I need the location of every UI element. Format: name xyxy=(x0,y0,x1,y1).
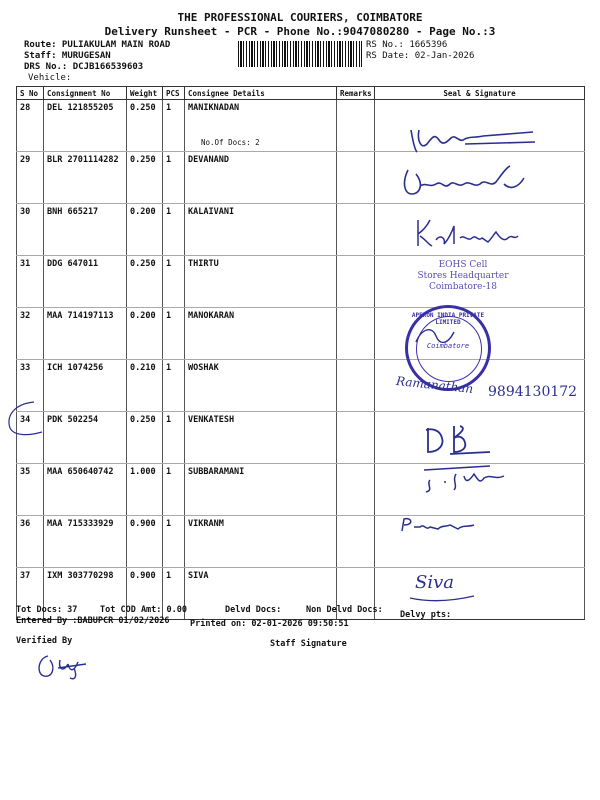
col-signature: Seal & Signature xyxy=(375,87,585,100)
cell-remarks xyxy=(337,412,375,464)
cell-consignee: VIKRANM xyxy=(185,516,337,568)
col-consignee: Consignee Details xyxy=(185,87,337,100)
signature-row-30 xyxy=(410,212,530,252)
margin-scribble xyxy=(4,396,54,438)
cell-sno: 28 xyxy=(17,100,44,152)
cell-remarks xyxy=(337,516,375,568)
cell-pcs: 1 xyxy=(163,464,185,516)
cell-weight: 0.900 xyxy=(127,568,163,620)
total-cod-amount: Tot COD Amt: 0.00 xyxy=(100,605,187,615)
stamp-line-2: Stores Headquarter xyxy=(417,271,509,281)
table-row xyxy=(17,516,585,568)
cell-remarks xyxy=(337,308,375,360)
cell-consignment: IXM 303770298 xyxy=(44,568,127,620)
verified-by-label: Verified By xyxy=(16,636,73,646)
cell-remarks xyxy=(337,204,375,256)
cell-pcs: 1 xyxy=(163,256,185,308)
signature-row-36 xyxy=(398,513,488,537)
cell-consignee: SIVA xyxy=(185,568,337,620)
rs-date: RS Date: 02-Jan-2026 xyxy=(366,51,475,61)
col-remarks: Remarks xyxy=(337,87,375,100)
signature-row-34 xyxy=(420,422,500,458)
cell-pcs: 1 xyxy=(163,568,185,620)
seal-scribble xyxy=(412,322,462,352)
cell-consignment: MAA 714197113 xyxy=(44,308,127,360)
signature-row-28 xyxy=(405,116,545,158)
table-row xyxy=(17,308,585,360)
stamp-line-1: EOHS Cell xyxy=(438,260,488,270)
cell-pcs: 1 xyxy=(163,412,185,464)
cell-weight: 0.200 xyxy=(127,308,163,360)
cell-consignee xyxy=(185,100,337,152)
office-stamp xyxy=(408,260,518,293)
cell-consignee: VENKATESH xyxy=(185,412,337,464)
cell-remarks xyxy=(337,152,375,204)
cell-consignment: MAA 650640742 xyxy=(44,464,127,516)
cell-remarks xyxy=(337,464,375,516)
cell-pcs: 1 xyxy=(163,204,185,256)
cell-pcs: 1 xyxy=(163,152,185,204)
company-title: THE PROFESSIONAL COURIERS, COIMBATORE xyxy=(177,11,423,24)
cell-consignment: DDG 647011 xyxy=(44,256,127,308)
cell-sno: 33 xyxy=(17,360,44,412)
cell-weight: 0.250 xyxy=(127,100,163,152)
cell-consignee: WOSHAK xyxy=(185,360,337,412)
cell-sno: 32 xyxy=(17,308,44,360)
signature-row-37: Siva xyxy=(415,572,454,593)
printed-on: Printed on: 02-01-2026 09:50:51 xyxy=(190,619,349,629)
rs-number: RS No.: 1665396 xyxy=(366,40,448,50)
staff-field: Staff: MURUGESAN xyxy=(24,51,111,61)
signature-row-37-underline xyxy=(408,592,478,604)
cell-pcs: 1 xyxy=(163,360,185,412)
cell-consignee: MANOKARAN xyxy=(185,308,337,360)
signature-row-35 xyxy=(420,460,530,496)
cell-weight: 0.210 xyxy=(127,360,163,412)
cell-remarks xyxy=(337,256,375,308)
consignee-name: MANIKNADAN xyxy=(188,103,240,113)
delivery-points: Delvy pts: xyxy=(400,610,452,620)
phone-row-33: 9894130172 xyxy=(488,384,578,400)
staff-signature-label: Staff Signature xyxy=(270,639,347,649)
cell-remarks xyxy=(337,100,375,152)
route-field: Route: PULIAKULAM MAIN ROAD xyxy=(24,40,171,50)
cell-remarks xyxy=(337,360,375,412)
col-consignment: Consignment No xyxy=(44,87,127,100)
docs-count: No.Of Docs: 2 xyxy=(201,138,260,147)
drs-number: DRS No.: DCJB166539603 xyxy=(24,62,144,72)
seal-outer-text: APEXON INDIA PRIVATE LIMITED xyxy=(411,312,485,326)
total-docs: Tot Docs: 37 xyxy=(16,605,78,615)
cell-weight: 0.250 xyxy=(127,256,163,308)
cell-sno: 37 xyxy=(17,568,44,620)
verified-signature xyxy=(34,650,94,682)
cell-consignee: THIRTU xyxy=(185,256,337,308)
barcode-graphic xyxy=(238,41,362,67)
signature-row-29 xyxy=(398,160,538,204)
col-pcs: PCS xyxy=(163,87,185,100)
cell-weight: 0.250 xyxy=(127,412,163,464)
cell-consignment: DEL 121855205 xyxy=(44,100,127,152)
cell-sno: 29 xyxy=(17,152,44,204)
cell-sno: 30 xyxy=(17,204,44,256)
cell-weight: 0.200 xyxy=(127,204,163,256)
signature-row-33: Ramanathan xyxy=(395,373,474,397)
table-header-row xyxy=(17,87,585,100)
non-delivered-docs: Non Delvd Docs: xyxy=(306,605,383,615)
cell-sno: 36 xyxy=(17,516,44,568)
cell-consignment: ICH 1074256 xyxy=(44,360,127,412)
delivered-docs: Delvd Docs: xyxy=(225,605,282,615)
cell-pcs: 1 xyxy=(163,516,185,568)
cell-weight: 0.250 xyxy=(127,152,163,204)
entered-by: Entered By :BABUPCR 01/02/2026 xyxy=(16,616,170,626)
cell-consignment: BNH 665217 xyxy=(44,204,127,256)
col-weight: Weight xyxy=(127,87,163,100)
cell-consignment: PDK 502254 xyxy=(44,412,127,464)
cell-weight: 0.900 xyxy=(127,516,163,568)
cell-consignee: KALAIVANI xyxy=(185,204,337,256)
col-sno: S No xyxy=(17,87,44,100)
stamp-line-3: Coimbatore-18 xyxy=(428,282,497,292)
cell-consignment: MAA 715333929 xyxy=(44,516,127,568)
cell-sno: 31 xyxy=(17,256,44,308)
cell-sno: 35 xyxy=(17,464,44,516)
cell-pcs: 1 xyxy=(163,308,185,360)
cell-consignee: DEVANAND xyxy=(185,152,337,204)
cell-consignee: SUBBARAMANI xyxy=(185,464,337,516)
cell-pcs: 1 xyxy=(163,100,185,152)
cell-weight: 1.000 xyxy=(127,464,163,516)
runsheet-subtitle: Delivery Runsheet - PCR - Phone No.:9047080280 - Page No.:3 xyxy=(104,25,496,38)
vehicle-field: Vehicle: xyxy=(28,73,72,83)
cell-sno: 34 xyxy=(17,412,44,464)
seal-inner-text: Coimbatore xyxy=(426,342,470,350)
cell-consignment: BLR 2701114282 xyxy=(44,152,127,204)
